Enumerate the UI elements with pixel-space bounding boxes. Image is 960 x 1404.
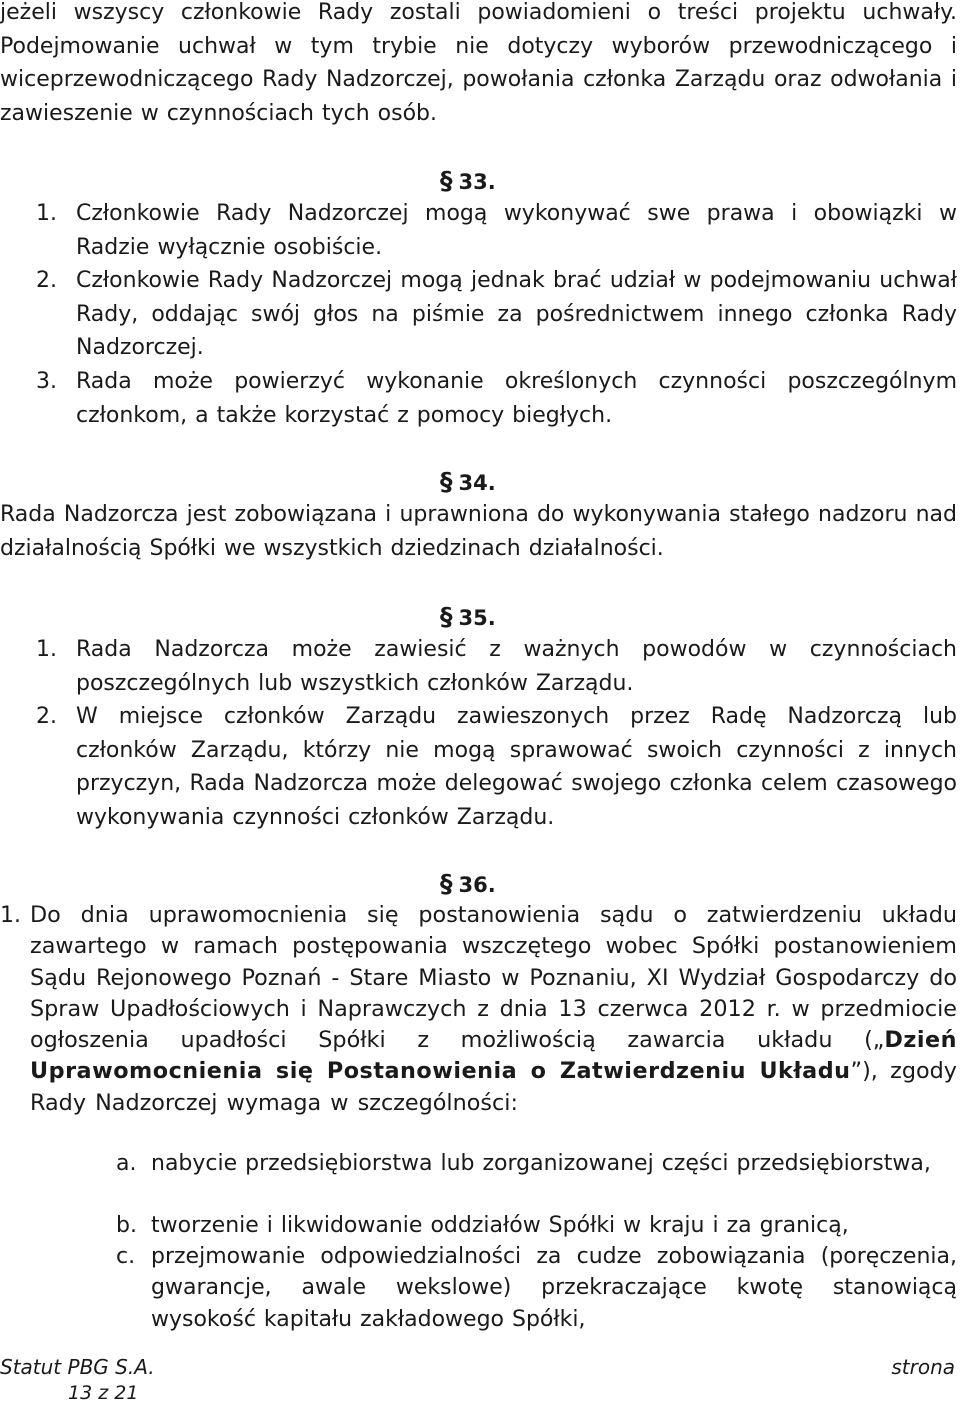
s35-item-1-text: Rada Nadzorcza może zawiesić z ważnych powodów w czynnościach poszczególnych lub wszystkich członków Zarządu. bbox=[76, 637, 957, 696]
s36-subitem-b-text: tworzenie i likwidowanie oddziałów Spółki w kraju i za granicą, bbox=[151, 1213, 849, 1238]
s36-item-1-text bbox=[30, 900, 957, 1119]
s34-paragraph: Rada Nadzorcza jest zobowiązana i uprawniona do wykonywania stałego nadzoru nad działalnością Spółki we wszystkich dziedzinach działalności. bbox=[0, 502, 957, 561]
s33-item-1-text: Członkowie Rady Nadzorczej mogą wykonywać swe prawa i obowiązki w Radzie wyłącznie osobiście. bbox=[76, 201, 957, 260]
s36-subitem-c-text: przejmowanie odpowiedzialności za cudze zobowiązania (poręczenia, gwarancje, awale wekslowe) przekraczające kwotę stanowiącą wysokość kapitału zakładowego Spółki, bbox=[151, 1244, 957, 1332]
s36-item-1-number: 1. bbox=[0, 903, 21, 928]
section-34-number: 34. bbox=[458, 471, 496, 495]
section-symbol: § bbox=[440, 602, 453, 631]
s33-item-3-number: 3. bbox=[36, 369, 57, 394]
s36-subitem-c-letter: c. bbox=[116, 1244, 136, 1269]
section-36-heading bbox=[440, 869, 496, 900]
s36-subitem-b-letter: b. bbox=[116, 1213, 137, 1238]
s33-item-3-text: Rada może powierzyć wykonanie określonych czynności poszczególnym członkom, a także korzystać z pomocy biegłych. bbox=[76, 369, 957, 428]
section-33-number: 33. bbox=[458, 170, 496, 194]
section-35-heading bbox=[440, 602, 496, 633]
section-34-heading bbox=[440, 467, 496, 498]
footer-page-label: strona bbox=[891, 1355, 955, 1379]
s36-defined-term: Dzień Uprawomocnienia się Postanowienia o Zatwierdzeniu Układu bbox=[30, 1027, 957, 1085]
s36-subitem-a-text: nabycie przedsiębiorstwa lub zorganizowanej części przedsiębiorstwa, bbox=[151, 1151, 931, 1176]
s36-text-before: Do dnia uprawomocnienia się postanowienia sądu o zatwierdzeniu układu zawartego w ramach postępowania wszczętego wobec Spółki postanowieniem Sądu Rejonowego Poznań - Stare Miasto w Poznaniu, XI Wydział Gospodarczy do Spraw Upadłościowych i Naprawczych z dnia 13 czerwca 2012 r. w przedmiocie ogłoszenia upadłości Spółki z możliwością zawarcia układu („ bbox=[30, 902, 957, 1054]
section-symbol: § bbox=[440, 166, 453, 195]
s33-item-2-text: Członkowie Rady Nadzorczej mogą jednak brać udział w podejmowaniu uchwał Rady, oddając swój głos na piśmie za pośrednictwem innego członka Rady Nadzorczej. bbox=[76, 268, 957, 360]
s35-item-1-number: 1. bbox=[36, 637, 57, 662]
s33-item-2-number: 2. bbox=[36, 268, 57, 293]
section-36-number: 36. bbox=[458, 873, 496, 897]
footer-page-number: 13 z 21 bbox=[68, 1382, 139, 1404]
s33-item-1-number: 1. bbox=[36, 201, 57, 226]
s35-item-2-text: W miejsce członków Zarządu zawieszonych przez Radę Nadzorczą lub członków Zarządu, którzy nie mogą sprawować swoich czynności z innych przyczyn, Rada Nadzorcza może delegować swojego członka celem czasowego wykonywania czynności członków Zarządu. bbox=[76, 704, 957, 830]
s35-item-2-number: 2. bbox=[36, 704, 57, 729]
footer-document-title: Statut PBG S.A. bbox=[0, 1355, 155, 1379]
section-35-number: 35. bbox=[458, 606, 496, 630]
s36-text-after: ”), zgody Rady Nadzorczej wymaga w szczególności: bbox=[30, 1058, 957, 1116]
section-symbol: § bbox=[440, 869, 453, 898]
s36-subitem-a-letter: a. bbox=[116, 1151, 137, 1176]
intro-paragraph: jeżeli wszyscy członkowie Rady zostali powiadomieni o treści projektu uchwały. Podejmowanie uchwał w tym trybie nie dotyczy wyborów przewodniczącego i wiceprzewodniczącego Rady Nadzorczej, powołania członka Zarządu oraz odwołania i zawieszenie w czynnościach tych osób. bbox=[0, 0, 957, 126]
section-symbol: § bbox=[440, 467, 453, 496]
section-33-heading bbox=[440, 166, 496, 197]
